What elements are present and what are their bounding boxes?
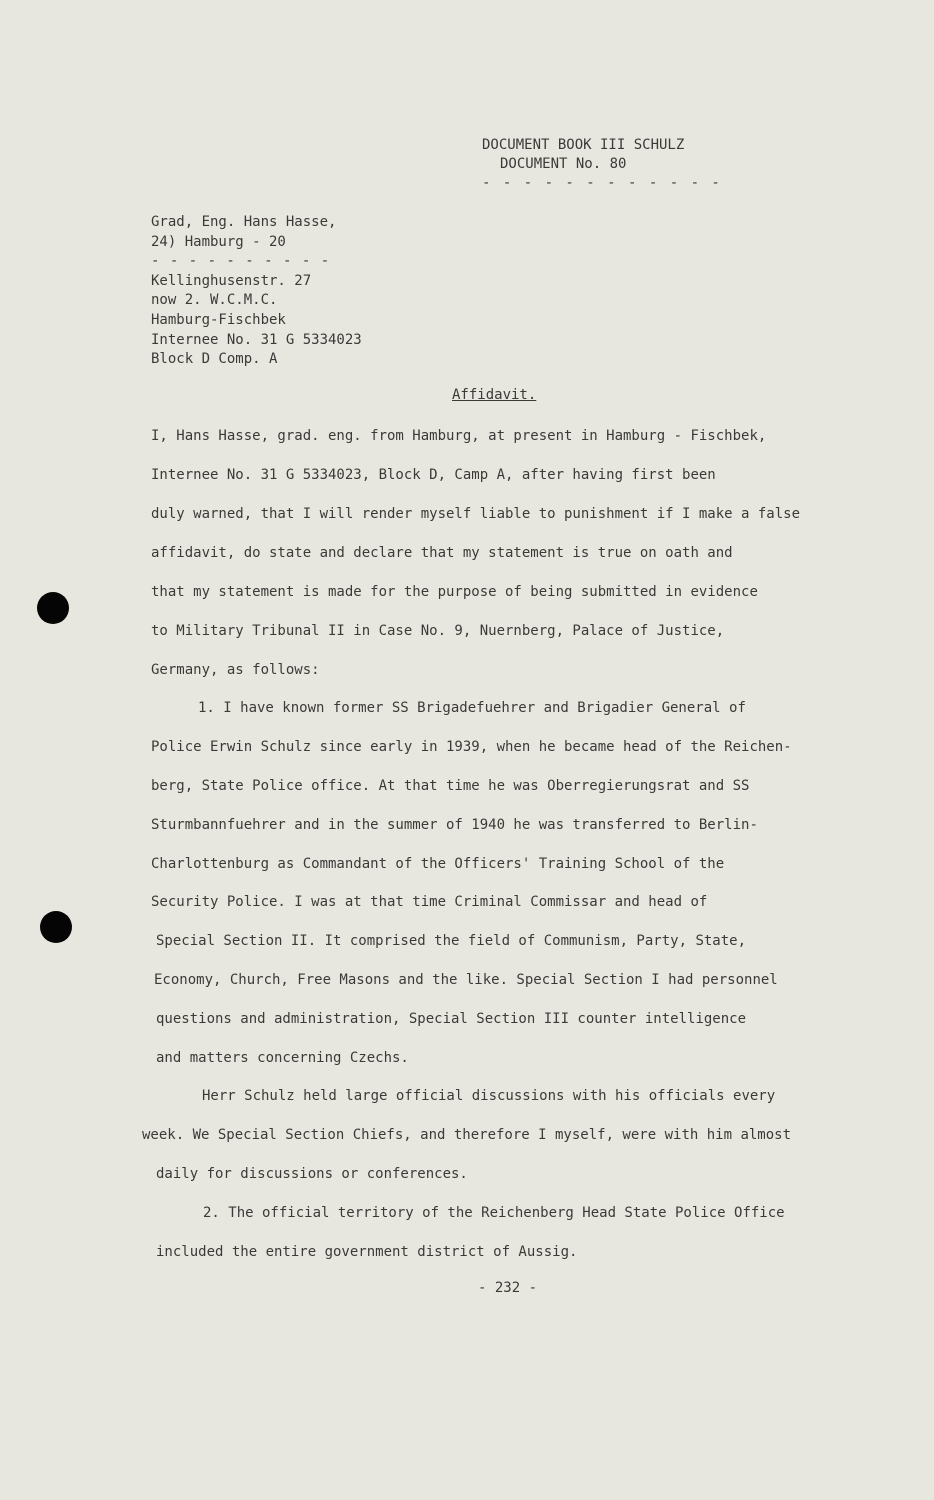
address-line: Hamburg-Fischbek — [151, 311, 286, 328]
body-line: and matters concerning Czechs. — [156, 1050, 409, 1066]
body-line: Sturmbannfuehrer and in the summer of 1940 he was transferred to Berlin- — [151, 817, 758, 833]
body-line: Charlottenburg as Commandant of the Officers' Training School of the — [151, 856, 725, 872]
body-line: Internee No. 31 G 5334023, Block D, Camp A, after having first been — [151, 467, 716, 483]
address-rule: - - - - - - - - - - — [151, 253, 331, 270]
paragraph-start: Herr Schulz held large official discussions with his officials every — [202, 1088, 776, 1104]
address-line: Block D Comp. A — [151, 351, 278, 368]
document-number-line: DOCUMENT No. 80 — [500, 156, 627, 172]
body-line: duly warned, that I will render myself liable to punishment if I make a false — [151, 506, 801, 522]
body-line: questions and administration, Special Section III counter intelligence — [156, 1011, 747, 1027]
punch-hole — [40, 911, 72, 943]
address-line: Internee No. 31 G 5334023 — [151, 331, 362, 348]
header-rule: - - - - - - - - - - - - — [482, 175, 722, 191]
body-line: included the entire government district of Aussig. — [156, 1244, 578, 1260]
body-line: affidavit, do state and declare that my statement is true on oath and — [151, 545, 733, 561]
body-line: daily for discussions or conferences. — [156, 1166, 468, 1182]
body-line: Police Erwin Schulz since early in 1939, when he became head of the Reichen- — [151, 739, 792, 755]
punch-hole — [37, 592, 69, 624]
document-book-line: DOCUMENT BOOK III SCHULZ — [482, 137, 685, 153]
sender-address — [151, 213, 362, 370]
address-line: now 2. W.C.M.C. — [151, 292, 278, 309]
body-line: berg, State Police office. At that time he was Oberregierungsrat and SS — [151, 778, 750, 794]
document-header — [482, 136, 722, 193]
paragraph-2-start: 2. The official territory of the Reichenberg Head State Police Office — [203, 1205, 785, 1221]
body-line: to Military Tribunal II in Case No. 9, Nuernberg, Palace of Justice, — [151, 623, 725, 639]
body-line: Special Section II. It comprised the field of Communism, Party, State, — [156, 933, 747, 949]
body-line: Economy, Church, Free Masons and the like. Special Section I had personnel — [154, 972, 778, 988]
address-line: Kellinghusenstr. 27 — [151, 272, 312, 289]
paragraph-1-start: 1. I have known former SS Brigadefuehrer and Brigadier General of — [198, 700, 746, 716]
page-number: - 232 - — [478, 1280, 538, 1296]
body-line: week. We Special Section Chiefs, and therefore I myself, were with him almost — [142, 1127, 792, 1143]
body-line: I, Hans Hasse, grad. eng. from Hamburg, at present in Hamburg - Fischbek, — [151, 428, 767, 444]
address-line: 24) Hamburg - 20 — [151, 233, 286, 250]
affidavit-title: Affidavit. — [452, 387, 537, 403]
body-line: Germany, as follows: — [151, 662, 320, 678]
address-line: Grad, Eng. Hans Hasse, — [151, 214, 337, 230]
body-line: Security Police. I was at that time Criminal Commissar and head of — [151, 894, 708, 910]
body-line: that my statement is made for the purpose of being submitted in evidence — [151, 584, 758, 600]
